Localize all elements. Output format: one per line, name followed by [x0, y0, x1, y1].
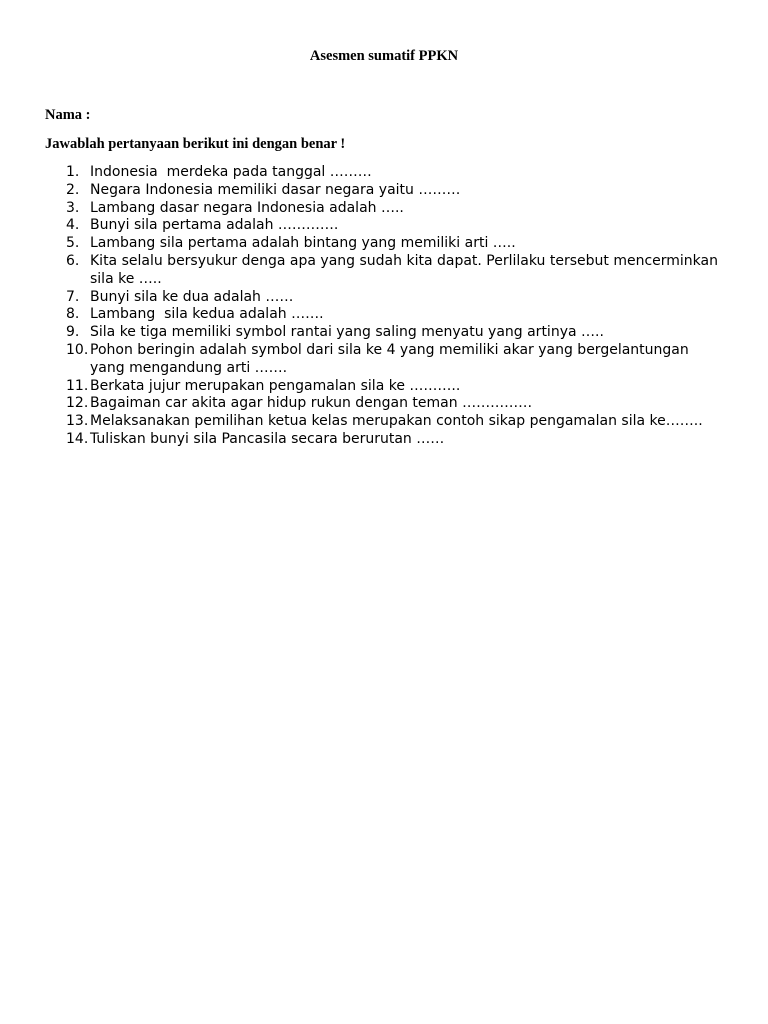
- question-number: 5.: [66, 235, 80, 252]
- question-item: [66, 200, 726, 218]
- question-text: Melaksanakan pemilihan ketua kelas merupakan contoh sikap pengamalan sila ke……..: [90, 413, 703, 430]
- question-item: [66, 324, 726, 342]
- question-number: 2.: [66, 181, 80, 198]
- question-text: Indonesia merdeka pada tanggal ………: [90, 164, 372, 180]
- question-text: Lambang sila pertama adalah bintang yang memiliki arti …..: [90, 235, 516, 252]
- question-number: 1.: [66, 164, 80, 180]
- question-text: Bunyi sila pertama adalah ………….: [90, 217, 339, 234]
- question-number: 12.: [66, 395, 89, 412]
- question-text: Kita selalu bersyukur denga apa yang sudah kita dapat. Perlilaku tersebut mencerminkan sila ke …..: [90, 252, 723, 287]
- question-item: [66, 395, 726, 413]
- question-number: 8.: [66, 306, 80, 323]
- question-item: [66, 431, 726, 449]
- question-item: [66, 306, 726, 324]
- question-item: [66, 378, 726, 396]
- question-text: Lambang dasar negara Indonesia adalah …..: [90, 199, 404, 216]
- question-item: [66, 217, 726, 235]
- question-item: [66, 342, 726, 378]
- question-item: [66, 164, 726, 182]
- question-item: [66, 182, 726, 200]
- question-number: 14.: [66, 430, 89, 447]
- question-text: Sila ke tiga memiliki symbol rantai yang saling menyatu yang artinya …..: [90, 324, 604, 341]
- question-item: [66, 235, 726, 253]
- question-text: Negara Indonesia memiliki dasar negara yaitu ………: [90, 181, 461, 198]
- question-number: 9.: [66, 324, 80, 341]
- question-text: Lambang sila kedua adalah …….: [90, 306, 324, 323]
- question-list: [66, 164, 726, 449]
- question-number: 11.: [66, 377, 89, 394]
- name-label: Nama :: [45, 107, 91, 123]
- question-item: [66, 413, 726, 431]
- document-title: Asesmen sumatif PPKN: [309, 48, 459, 64]
- question-text: Berkata jujur merupakan pengamalan sila ke ………..: [90, 377, 461, 394]
- question-text: Pohon beringin adalah symbol dari sila ke 4 yang memiliki akar yang bergelantungan yang mengandung arti …….: [90, 341, 694, 376]
- question-text: Tuliskan bunyi sila Pancasila secara berurutan ……: [90, 430, 445, 447]
- question-number: 3.: [66, 199, 80, 216]
- question-number: 7.: [66, 288, 80, 305]
- question-number: 10.: [66, 341, 89, 358]
- question-item: [66, 289, 726, 307]
- question-text: Bunyi sila ke dua adalah ……: [90, 288, 294, 305]
- question-number: 4.: [66, 217, 80, 234]
- question-item: [66, 253, 726, 289]
- instruction-text: Jawablah pertanyaan berikut ini dengan benar !: [45, 136, 346, 152]
- question-number: 6.: [66, 252, 80, 269]
- question-number: 13.: [66, 413, 89, 430]
- question-text: Bagaiman car akita agar hidup rukun dengan teman ……………: [90, 395, 533, 412]
